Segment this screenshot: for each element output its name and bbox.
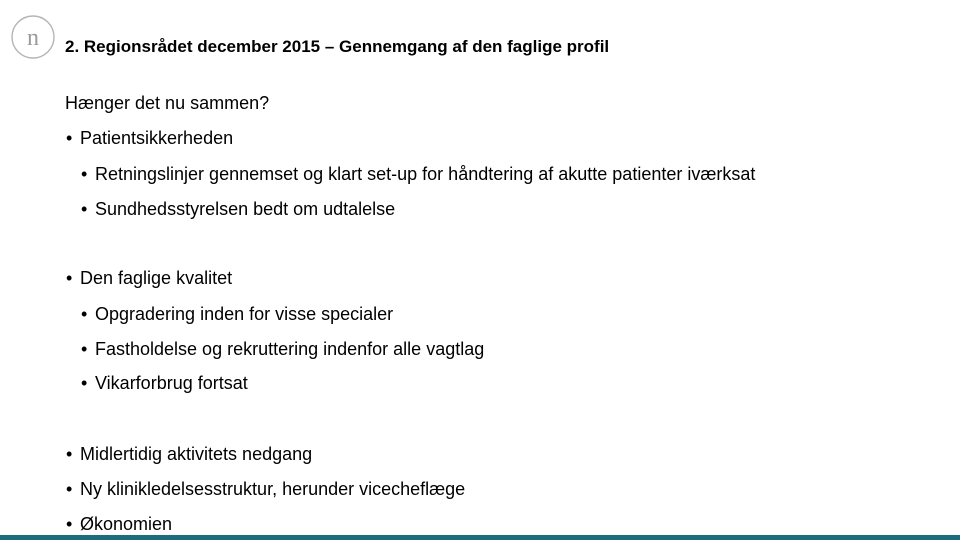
bullet-text: Den faglige kvalitet [80,268,233,288]
bullet-text: Opgradering inden for visse specialer [95,304,394,324]
bullet-icon: • [66,514,73,534]
bullet-text: Midlertidig aktivitets nedgang [80,444,313,464]
bullet-item [66,444,312,465]
bullet-text: Økonomien [80,514,173,534]
intro-text: Hænger det nu sammen? [65,93,270,113]
sub-bullet-item [81,199,395,220]
bullet-text: Ny klinikledelsesstruktur, herunder vicecheflæge [80,479,466,499]
bullet-icon: • [81,304,88,324]
slide-title: 2. Regionsrådet december 2015 – Gennemgang af den faglige profil [65,37,610,56]
sub-bullet-item [81,164,755,185]
bullet-item [66,268,232,289]
sub-bullet-item [81,373,248,394]
bullet-text: Retningslinjer gennemset og klart set-up for håndtering af akutte patienter iværksat [95,164,756,184]
bottom-accent-bar [0,535,960,540]
bullet-icon: • [66,444,73,464]
bullet-icon: • [81,373,88,393]
bullet-text: Fastholdelse og rekruttering indenfor alle vagtlag [95,339,485,359]
logo-letter: n [27,25,39,51]
sub-bullet-item [81,339,484,360]
bullet-icon: • [66,479,73,499]
bullet-icon: • [66,128,73,148]
bullet-text: Sundhedsstyrelsen bedt om udtalelse [95,199,396,219]
bullet-icon: • [81,339,88,359]
bullet-text: Patientsikkerheden [80,128,234,148]
bullet-text: Vikarforbrug fortsat [95,373,248,393]
bullet-item [66,128,233,149]
bullet-icon: • [81,199,88,219]
bullet-item [66,514,172,535]
bullet-icon: • [66,268,73,288]
sub-bullet-item [81,304,393,325]
bullet-icon: • [81,164,88,184]
bullet-item [66,479,465,500]
logo-icon [10,14,56,60]
